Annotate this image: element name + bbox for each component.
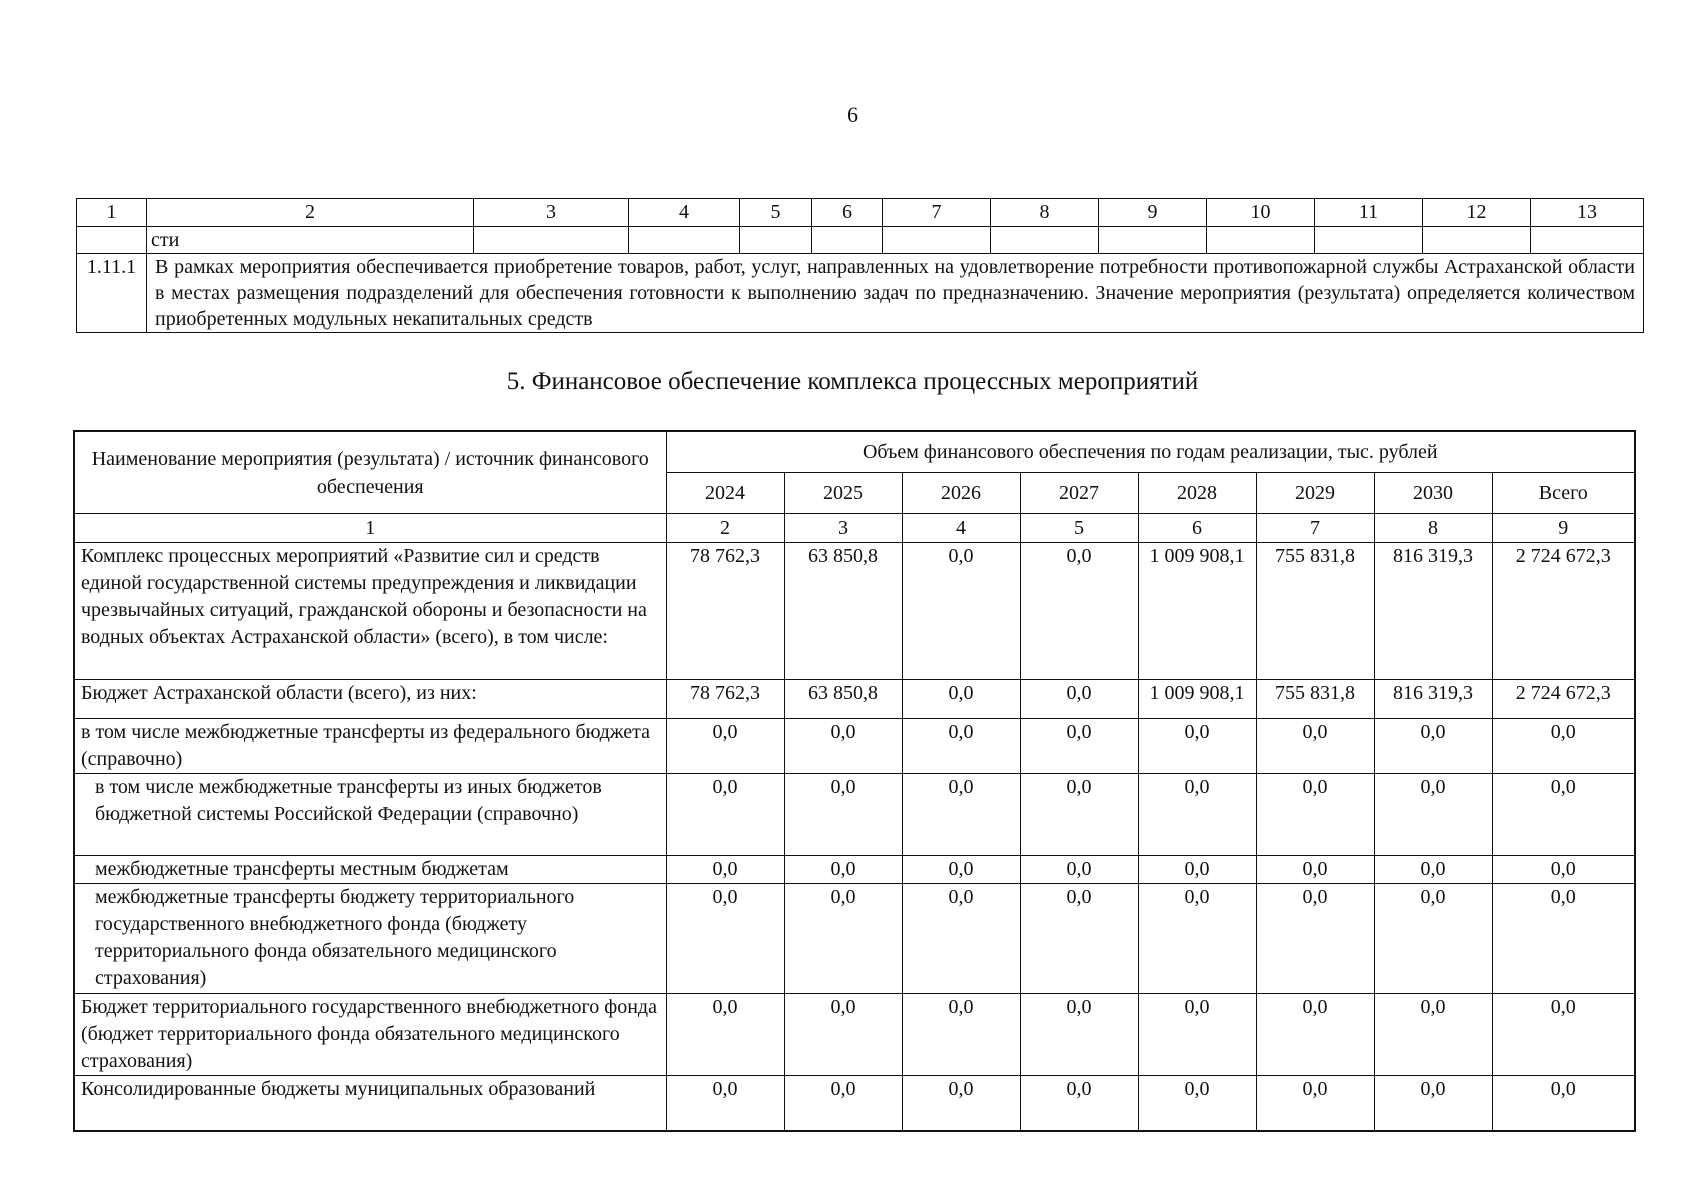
cell-value: 0,0: [1374, 884, 1492, 994]
table-row: [74, 856, 1635, 884]
cell-value: 2 724 672,3: [1492, 543, 1635, 680]
cell-value: 755 831,8: [1256, 680, 1374, 719]
cell-value: 0,0: [902, 680, 1020, 719]
cell-value: 0,0: [1138, 719, 1256, 774]
cell-value: 0,0: [1374, 856, 1492, 884]
cell-value: 0,0: [1492, 856, 1635, 884]
table1-continuation-row: [77, 227, 1644, 254]
col-number: 5: [1020, 514, 1138, 543]
row-number: 1.11.1: [77, 254, 147, 333]
table1-header-row: [77, 199, 1644, 227]
cell-value: 0,0: [1492, 1076, 1635, 1132]
row-name: в том числе межбюджетные трансферты из федерального бюджета (справочно): [74, 719, 666, 774]
cell-value: 0,0: [1020, 774, 1138, 856]
continuation-text: сти: [147, 227, 474, 254]
year-header: 2029: [1256, 473, 1374, 514]
cell-value: 63 850,8: [784, 680, 902, 719]
col-name-header: Наименование мероприятия (результата) / источник финансового обеспечения: [74, 431, 666, 514]
cell-value: 0,0: [1020, 719, 1138, 774]
cell-value: 0,0: [1020, 1076, 1138, 1132]
table-row: [74, 1076, 1635, 1132]
measures-table-continuation: [76, 198, 1644, 333]
cell-value: 0,0: [902, 543, 1020, 680]
cell-value: 0,0: [1020, 994, 1138, 1076]
cell-value: 0,0: [784, 994, 902, 1076]
cell-value: 0,0: [1256, 856, 1374, 884]
table-row: [74, 994, 1635, 1076]
cell-value: 0,0: [784, 719, 902, 774]
table1-col-number: 3: [474, 199, 629, 227]
year-header: 2027: [1020, 473, 1138, 514]
table1-col-number: 2: [147, 199, 474, 227]
cell-value: 0,0: [666, 719, 784, 774]
table-row: [74, 719, 1635, 774]
col-number: 2: [666, 514, 784, 543]
col-number: 3: [784, 514, 902, 543]
table1-col-number: 9: [1099, 199, 1207, 227]
table-row: [74, 680, 1635, 719]
cell-value: 78 762,3: [666, 543, 784, 680]
row-name: Комплекс процессных мероприятий «Развитие сил и средств единой государственной системы предупреждения и ликвидации чрезвычайных ситуаций, гражданской обороны и безопасности на водных объектах Астраханской области» (всего), в том числе:: [74, 543, 666, 680]
row-name: межбюджетные трансферты местным бюджетам: [74, 856, 666, 884]
table1-description-row: [77, 254, 1644, 333]
cell-value: 0,0: [1374, 719, 1492, 774]
cell-value: 0,0: [1256, 994, 1374, 1076]
table1-col-number: 10: [1207, 199, 1315, 227]
section-title: 5. Финансовое обеспечение комплекса процессных мероприятий: [506, 368, 1199, 395]
col-number: 9: [1492, 514, 1635, 543]
cell-value: 1 009 908,1: [1138, 543, 1256, 680]
cell-value: 78 762,3: [666, 680, 784, 719]
cell-value: 0,0: [1492, 719, 1635, 774]
table1-col-number: 4: [629, 199, 740, 227]
row-description: В рамках мероприятия обеспечивается приобретение товаров, работ, услуг, направленных на удовлетворение потребности противопожарной службы Астраханской области в местах размещения подразделений для обеспечения готовности к выполнению задач по предназначению. Значение мероприятия (результата) определяется количеством приобретенных модульных некапитальных средств: [147, 254, 1644, 333]
cell-value: 0,0: [1138, 1076, 1256, 1132]
cell-value: 0,0: [1138, 856, 1256, 884]
cell-value: 0,0: [1020, 884, 1138, 994]
page-number: 6: [847, 102, 858, 127]
cell-value: 0,0: [666, 774, 784, 856]
col-number: 6: [1138, 514, 1256, 543]
cell-value: 0,0: [1256, 774, 1374, 856]
table-row: [74, 884, 1635, 994]
financing-table: [73, 430, 1636, 1132]
year-header: 2028: [1138, 473, 1256, 514]
table1-col-number: 13: [1531, 199, 1644, 227]
cell-value: 0,0: [1138, 994, 1256, 1076]
cell-value: 0,0: [1138, 774, 1256, 856]
cell-value: 0,0: [1492, 774, 1635, 856]
cell-value: 0,0: [1256, 719, 1374, 774]
cell-value: 816 319,3: [1374, 543, 1492, 680]
row-name: Консолидированные бюджеты муниципальных образований: [74, 1076, 666, 1132]
col-number: 4: [902, 514, 1020, 543]
table1-col-number: 6: [812, 199, 883, 227]
year-header: 2026: [902, 473, 1020, 514]
table1-col-number: 12: [1423, 199, 1531, 227]
cell-value: 0,0: [1374, 994, 1492, 1076]
cell-value: 0,0: [1374, 774, 1492, 856]
cell-value: 816 319,3: [1374, 680, 1492, 719]
cell-value: 0,0: [1020, 680, 1138, 719]
cell-value: 0,0: [1020, 543, 1138, 680]
cell-value: 0,0: [902, 994, 1020, 1076]
cell-value: 0,0: [784, 884, 902, 994]
col-number: 8: [1374, 514, 1492, 543]
cell-value: 0,0: [1138, 884, 1256, 994]
cell-value: 2 724 672,3: [1492, 680, 1635, 719]
column-numbers-row: [74, 514, 1635, 543]
row-name: Бюджет территориального государственного внебюджетного фонда (бюджет территориального фонда обязательного медицинского страхования): [74, 994, 666, 1076]
cell-value: 0,0: [666, 994, 784, 1076]
table-row: [74, 543, 1635, 680]
row-name: межбюджетные трансферты бюджету территориального государственного внебюджетного фонда (бюджету территориального фонда обязательного медицинского страхования): [74, 884, 666, 994]
year-header: 2024: [666, 473, 784, 514]
total-header: Всего: [1492, 473, 1635, 514]
table1-col-number: 5: [740, 199, 812, 227]
table1-col-number: 8: [991, 199, 1099, 227]
cell-value: 0,0: [1256, 884, 1374, 994]
cell-value: 63 850,8: [784, 543, 902, 680]
cell-value: 1 009 908,1: [1138, 680, 1256, 719]
cell-value: 0,0: [784, 774, 902, 856]
cell-value: 0,0: [1492, 884, 1635, 994]
cell-value: 0,0: [902, 1076, 1020, 1132]
cell-value: 0,0: [902, 774, 1020, 856]
row-name: Бюджет Астраханской области (всего), из них:: [74, 680, 666, 719]
financing-header-row: [74, 431, 1635, 473]
col-number: 1: [74, 514, 666, 543]
table1-col-number: 1: [77, 199, 147, 227]
cell-value: 755 831,8: [1256, 543, 1374, 680]
cell-value: 0,0: [666, 884, 784, 994]
cell-value: 0,0: [666, 1076, 784, 1132]
cell-value: 0,0: [1020, 856, 1138, 884]
cell-value: 0,0: [902, 719, 1020, 774]
volume-header: Объем финансового обеспечения по годам реализации, тыс. рублей: [666, 431, 1635, 473]
year-header: 2025: [784, 473, 902, 514]
table-row: [74, 774, 1635, 856]
cell-value: 0,0: [784, 856, 902, 884]
row-name: в том числе межбюджетные трансферты из иных бюджетов бюджетной системы Российской Федерации (справочно): [74, 774, 666, 856]
table1-col-number: 11: [1315, 199, 1423, 227]
cell-value: 0,0: [1374, 1076, 1492, 1132]
cell-value: 0,0: [902, 884, 1020, 994]
cell-value: 0,0: [1256, 1076, 1374, 1132]
cell-value: 0,0: [902, 856, 1020, 884]
cell-value: 0,0: [666, 856, 784, 884]
cell-value: 0,0: [784, 1076, 902, 1132]
cell-value: 0,0: [1492, 994, 1635, 1076]
col-number: 7: [1256, 514, 1374, 543]
year-header: 2030: [1374, 473, 1492, 514]
table1-col-number: 7: [883, 199, 991, 227]
